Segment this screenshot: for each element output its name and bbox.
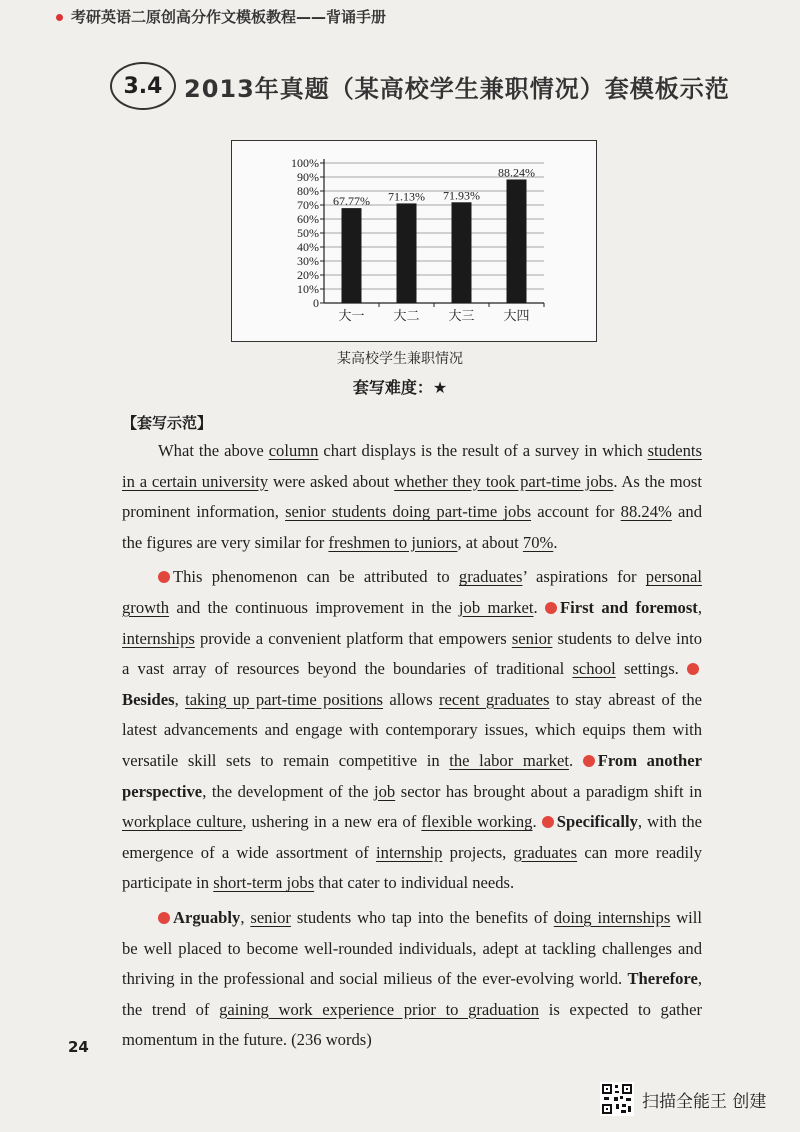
underlined-phrase: recent graduates [439,689,550,709]
y-tick-label: 30% [297,254,319,268]
underlined-phrase: senior students doing part-time jobs [285,502,532,522]
transition-phrase: Arguably [173,907,241,927]
underlined-phrase: workplace culture [122,812,243,832]
underlined-phrase: doing internships [553,907,671,927]
chart-caption: 某高校学生兼职情况 [337,351,463,367]
y-tick-label: 10% [297,282,319,296]
essay-paragraph-3: Arguably, senior students who tap into the benefits of doing internships will be well placed to become well-rounded individuals, adept at tackling challenges and thriving in the professional and social milieus of the ever-evolving world. Therefore, the trend of gaining work experience prior to graduation is expected to gather momentum in the future. (236 words) [122,907,703,1050]
bar [452,202,472,303]
y-tick-label: 90% [297,170,319,184]
model-essay [122,436,702,1060]
category-label: 大四 [503,309,530,324]
underlined-phrase: senior [250,907,291,927]
bar [342,208,362,303]
underlined-phrase: graduates [458,567,523,587]
difficulty-stars: ★ [432,378,448,397]
difficulty-label: 套写难度： [352,378,433,397]
underlined-phrase: column [268,441,319,460]
transition-phrase: Therefore [627,969,698,989]
running-header: 考研英语二原创高分作文模板教程——背诵手册 [56,6,386,27]
data-label: 67.77% [333,194,370,209]
data-label: 71.13% [388,189,425,204]
y-tick-label: 0 [313,296,319,310]
difficulty-rating [0,375,800,398]
bullet-dot-icon [542,816,554,828]
section-heading [110,62,730,110]
section-title: 2013年真题（某高校学生兼职情况）套模板示范 [184,74,730,103]
underlined-phrase: 70% [522,532,554,552]
section-number: 3.4 [110,62,176,110]
underlined-phrase: freshmen to juniors [328,532,458,552]
data-label: 88.24% [498,165,535,180]
transition-phrase: Besides [122,689,175,709]
transition-phrase: From another perspective [122,750,702,801]
underlined-phrase: school [572,659,616,679]
underlined-phrase: senior [511,628,553,648]
page-number: 24 [68,1038,89,1056]
model-essay-label: 【套写示范】 [122,414,213,432]
bullet-dot-icon [583,755,595,767]
underlined-phrase: flexible working [421,812,533,832]
underlined-phrase: graduates [513,842,578,862]
y-tick-label: 40% [297,240,319,254]
data-label: 71.93% [443,188,480,203]
underlined-phrase: internship [376,842,443,862]
bullet-dot-icon [56,14,63,21]
bar-chart [231,140,597,342]
bullet-dot-icon [158,912,170,924]
underlined-phrase: the labor market [449,750,569,770]
underlined-phrase: personal growth [122,567,703,617]
underlined-phrase: gaining work experience prior to graduation [219,999,540,1019]
y-tick-label: 100% [291,156,319,170]
essay-paragraph-1: What the above column chart displays is the result of a survey in which students in a certain university were asked about whether they took part-time jobs. As the most prominent information, senior students doing part-time jobs account for 88.24% and the figures are very similar for freshmen to juniors, at about 70%. [122,441,702,552]
scanner-watermark: 扫描全能王 创建 [600,1082,766,1116]
bullet-dot-icon [158,571,170,583]
y-tick-label: 60% [297,212,319,226]
transition-phrase: Specifically [556,812,638,832]
transition-phrase: First and foremost [559,597,698,617]
underlined-phrase: short-term jobs [213,873,315,893]
y-tick-label: 70% [297,198,319,212]
qr-code-icon [600,1082,634,1116]
underlined-phrase: 88.24% [620,502,672,522]
category-label: 大一 [338,309,365,324]
bar-chart-svg [232,141,596,341]
bullet-dot-icon [687,663,699,675]
underlined-phrase: job [374,781,396,801]
underlined-phrase: job market [458,597,534,617]
underlined-phrase: taking up part-time positions [185,689,383,709]
category-label: 大三 [448,309,475,324]
underlined-phrase: internships [122,628,195,648]
essay-paragraph-2: This phenomenon can be attributed to graduates’ aspirations for personal growth and the continuous improvement in the job market. First and foremost, internships provide a convenient platform that empowers senior students to delve into a vast array of resources beyond the boundaries of traditional school settings. Besides, taking up part-time positions allows recent graduates to stay abreast of the latest advancements and engage with contemporary issues, which equips them with versatile skill sets to remain competitive in the labor market. From another perspective, the development of the job sector has brought about a paradigm shift in workplace culture, ushering in a new era of flexible working. Specifically, with the emergence of a wide assortment of internship projects, graduates can more readily participate in short-term jobs that cater to individual needs. [122,567,703,893]
underlined-phrase: whether they took part-time jobs [394,471,614,491]
y-tick-label: 80% [297,184,319,198]
bar [507,179,527,303]
bar [397,203,417,303]
bullet-dot-icon [545,602,557,614]
category-label: 大二 [393,309,420,324]
y-tick-label: 20% [297,268,319,282]
underlined-phrase: students in a certain university [122,441,702,491]
y-tick-label: 50% [297,226,319,240]
